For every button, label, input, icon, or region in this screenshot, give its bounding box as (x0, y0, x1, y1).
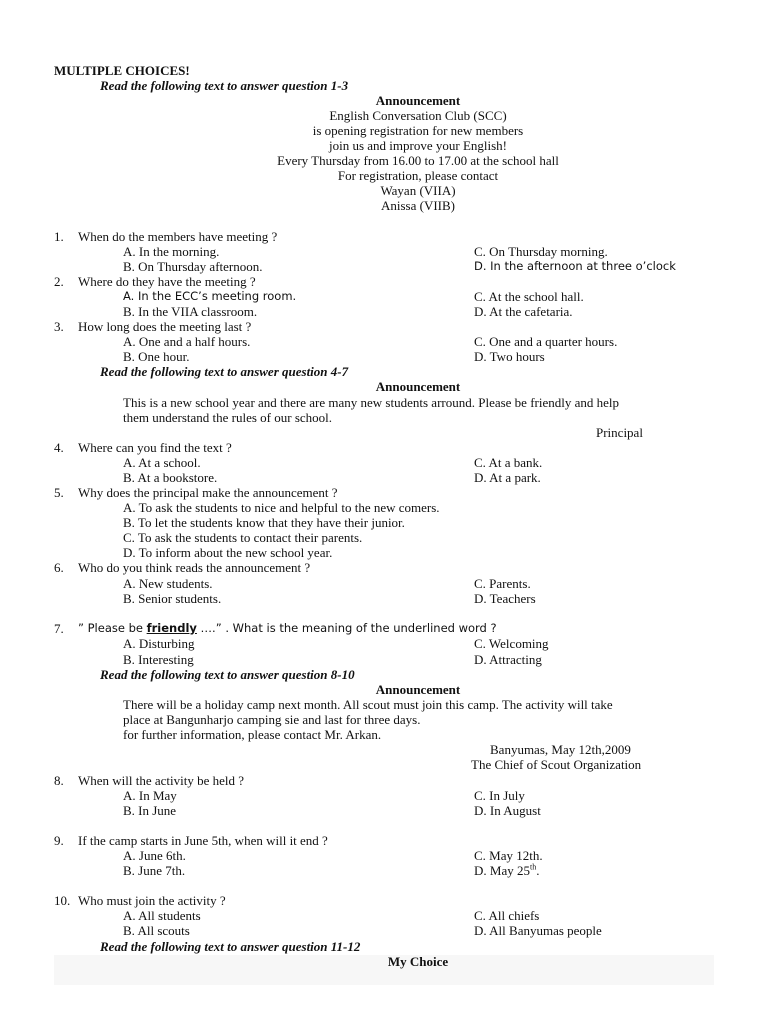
question-number: 3. (54, 319, 64, 334)
q10-option-a: A. All students (123, 908, 201, 923)
q2-option-b: B. In the VIIA classroom. (123, 304, 258, 319)
announcement-2-body: them understand the rules of our school. (123, 410, 333, 425)
announcement-1-line: Wayan (VIIA) (380, 183, 456, 198)
announcement-1-line: For registration, please contact (337, 168, 499, 183)
question-number: 4. (54, 440, 64, 455)
announcement-3-title: Announcement (375, 682, 461, 697)
question-number: 6. (54, 560, 64, 575)
question-number: 8. (54, 773, 64, 788)
question-number: 1. (54, 229, 64, 244)
q2-option-c: C. At the school hall. (474, 289, 584, 304)
q8-option-c: C. In July (474, 788, 525, 803)
announcement-3-date: Banyumas, May 12th,2009 (490, 742, 631, 757)
announcement-3-body: place at Bangunharjo camping sie and last for three days. (123, 712, 421, 727)
announcement-2-signature: Principal (596, 425, 643, 440)
q9-option-b: B. June 7th. (123, 863, 186, 878)
q5-option-a: A. To ask the students to nice and helpful to the new comers. (123, 500, 440, 515)
q10-option-b: B. All scouts (123, 923, 190, 938)
underlined-word: friendly (146, 621, 197, 635)
q10-option-d: D. All Banyumas people (474, 923, 602, 938)
q4-option-d: D. At a park. (474, 470, 541, 485)
question-3-text: How long does the meeting last ? (78, 319, 252, 334)
question-10-text: Who must join the activity ? (78, 893, 226, 908)
question-number: 10. (54, 893, 71, 908)
q9-option-d: D. May 25th. (474, 862, 540, 878)
q5-option-b: B. To let the students know that they have their junior. (123, 515, 405, 530)
question-8-text: When will the activity be held ? (78, 773, 245, 788)
q3-option-d: D. Two hours (474, 349, 545, 364)
instruction-1-3: Read the following text to answer question 1-3 (100, 78, 349, 93)
announcement-3-body: for further information, please contact Mr. Arkan. (123, 727, 382, 742)
question-2-text: Where do they have the meeting ? (78, 274, 256, 289)
announcement-1-line: join us and improve your English! (328, 138, 507, 153)
question-1-text: When do the members have meeting ? (78, 229, 278, 244)
q7-option-a: A. Disturbing (123, 636, 195, 651)
question-5-text: Why does the principal make the announcement ? (78, 485, 338, 500)
announcement-1-line: Every Thursday from 16.00 to 17.00 at the school hall (277, 153, 559, 168)
q3-option-b: B. One hour. (123, 349, 190, 364)
q4-option-c: C. At a bank. (474, 455, 543, 470)
q3-option-a: A. One and a half hours. (123, 334, 251, 349)
announcement-2-title: Announcement (375, 379, 461, 394)
q5-option-d: D. To inform about the new school year. (123, 545, 333, 560)
announcement-1-line: Anissa (VIIB) (380, 198, 455, 213)
instruction-8-10: Read the following text to answer question 8-10 (100, 667, 355, 682)
q6-option-c: C. Parents. (474, 576, 531, 591)
q7-option-c: C. Welcoming (474, 636, 549, 651)
q6-option-d: D. Teachers (474, 591, 536, 606)
q4-option-b: B. At a bookstore. (123, 470, 218, 485)
instruction-4-7: Read the following text to answer question 4-7 (100, 364, 349, 379)
q6-option-b: B. Senior students. (123, 591, 222, 606)
announcement-2-body: This is a new school year and there are many new students arround. Please be friendly and help (123, 395, 620, 410)
question-7-text: ” Please be friendly ….” . What is the meaning of the underlined word ? (78, 621, 497, 635)
q1-option-d: D. In the afternoon at three o’clock (474, 259, 676, 273)
q7-option-b: B. Interesting (123, 652, 194, 667)
q3-option-c: C. One and a quarter hours. (474, 334, 618, 349)
announcement-1-line: is opening registration for new members (312, 123, 524, 138)
question-4-text: Where can you find the text ? (78, 440, 232, 455)
announcement-1-title: Announcement (375, 93, 461, 108)
q1-option-c: C. On Thursday morning. (474, 244, 608, 259)
announcement-3-signature: The Chief of Scout Organization (471, 757, 642, 772)
q5-option-c: C. To ask the students to contact their parents. (123, 530, 363, 545)
q8-option-a: A. In May (123, 788, 177, 803)
question-6-text: Who do you think reads the announcement ? (78, 560, 311, 575)
question-number: 7. (54, 621, 64, 636)
q1-option-a: A. In the morning. (123, 244, 220, 259)
instruction-11-12: Read the following text to answer question 11-12 (100, 939, 361, 954)
q7-option-d: D. Attracting (474, 652, 542, 667)
announcement-3-body: There will be a holiday camp next month. All scout must join this camp. The activity will take (123, 697, 613, 712)
q4-option-a: A. At a school. (123, 455, 201, 470)
my-choice-title: My Choice (387, 954, 449, 969)
question-number: 2. (54, 274, 64, 289)
q2-option-d: D. At the cafetaria. (474, 304, 573, 319)
worksheet-heading: MULTIPLE CHOICES! (54, 63, 190, 78)
q1-option-b: B. On Thursday afternoon. (123, 259, 263, 274)
q9-option-c: C. May 12th. (474, 848, 543, 863)
q2-option-a: A. In the ECC’s meeting room. (123, 289, 297, 303)
q8-option-b: B. In June (123, 803, 177, 818)
q8-option-d: D. In August (474, 803, 541, 818)
q6-option-a: A. New students. (123, 576, 213, 591)
question-number: 5. (54, 485, 64, 500)
announcement-1-line: English Conversation Club (SCC) (329, 108, 507, 123)
question-number: 9. (54, 833, 64, 848)
question-9-text: If the camp starts in June 5th, when will it end ? (78, 833, 328, 848)
q10-option-c: C. All chiefs (474, 908, 540, 923)
q9-option-a: A. June 6th. (123, 848, 186, 863)
